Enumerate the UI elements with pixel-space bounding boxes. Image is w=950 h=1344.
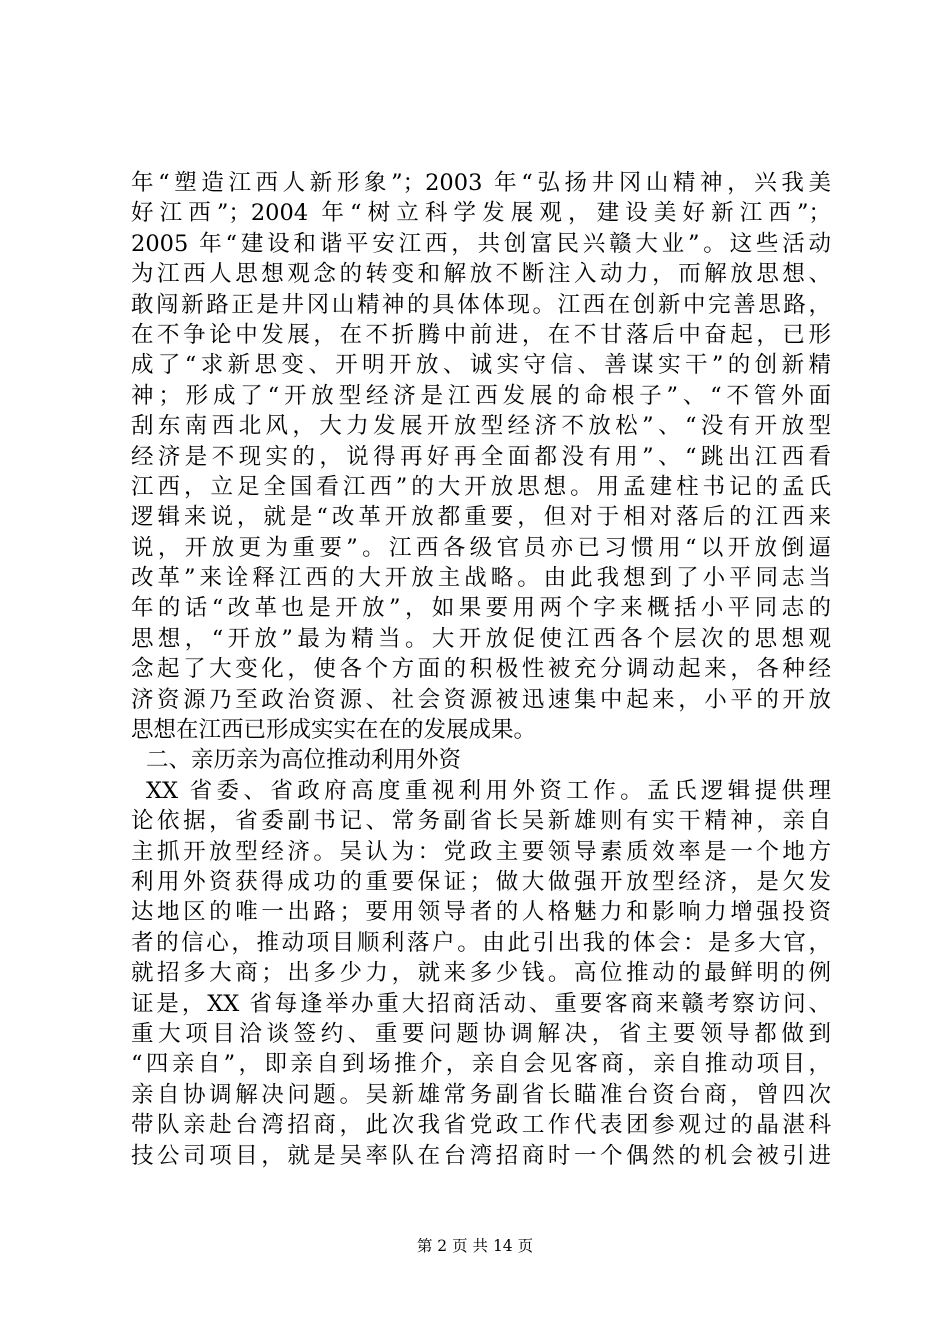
text-line: 江西，立足全国看江西”的大开放思想。用孟建柱书记的孟氏 (131, 473, 831, 500)
text-line: 念起了大变化，使各个方面的积极性被充分调动起来，各种经 (131, 656, 831, 683)
text-line: 思想，“开放”最为精当。大开放促使江西各个层次的思想观 (131, 625, 831, 652)
text-line: 敢闯新路正是井冈山精神的具体体现。江西在创新中完善思路， (131, 291, 831, 318)
text-line: 改革”来诠释江西的大开放主战略。由此我想到了小平同志当 (131, 565, 831, 592)
text-line: 经济是不现实的，说得再好再全面都没有用”、“跳出江西看 (131, 443, 831, 470)
text-line: 2005 年“建设和谐平安江西，共创富民兴赣大业”。这些活动 (131, 230, 831, 257)
text-line: 济资源乃至政治资源、社会资源被迅速集中起来，小平的开放 (131, 686, 831, 713)
text-line: 者的信心，推动项目顺利落户。由此引出我的体会：是多大官， (131, 929, 831, 956)
text-line: 主抓开放型经济。吴认为：党政主要领导素质效率是一个地方 (131, 838, 831, 865)
body-text (131, 168, 831, 1171)
text-line: 证是，XX 省每逢举办重大招商活动、重要客商来赣考察访问、 (131, 990, 831, 1017)
text-line: 为江西人思想观念的转变和解放不断注入动力，而解放思想、 (131, 261, 831, 288)
text-line: 亲自协调解决问题。吴新雄常务副省长瞄准台资台商，曾四次 (131, 1081, 831, 1108)
text-line: 好江西”；2004 年“树立科学发展观，建设美好新江西”； (131, 200, 831, 227)
text-line: 论依据，省委副书记、常务副省长吴新雄则有实干精神，亲自 (131, 808, 831, 835)
paragraph-start-line: XX 省委、省政府高度重视利用外资工作。孟氏逻辑提供理 (146, 777, 831, 804)
text-line: 成了“求新思变、开明开放、诚实守信、善谋实干”的创新精 (131, 352, 831, 379)
text-line: 年“塑造江西人新形象”；2003 年“弘扬井冈山精神，兴我美 (131, 170, 831, 196)
text-line: 就招多大商；出多少力，就来多少钱。高位推动的最鲜明的例 (131, 960, 831, 987)
text-line: 达地区的唯一出路；要用领导者的人格魅力和影响力增强投资 (131, 899, 831, 926)
text-line: 神；形成了“开放型经济是江西发展的命根子”、“不管外面 (131, 382, 831, 409)
page-number-footer: 第 2 页 共 14 页 (416, 1237, 534, 1255)
text-line: 带队亲赴台湾招商，此次我省党政工作代表团参观过的晶湛科 (131, 1112, 831, 1139)
text-line: 利用外资获得成功的重要保证；做大做强开放型经济，是欠发 (131, 868, 831, 895)
section-heading: 二、亲历亲为高位推动利用外资 (146, 747, 462, 774)
text-line: 年的话“改革也是开放”，如果要用两个字来概括小平同志的 (131, 595, 831, 622)
text-line: 在不争论中发展，在不折腾中前进，在不甘落后中奋起，已形 (131, 321, 831, 348)
text-line: “四亲自”，即亲自到场推介，亲自会见客商，亲自推动项目， (131, 1051, 831, 1078)
text-line: 刮东南西北风，大力发展开放型经济不放松”、“没有开放型 (131, 413, 831, 440)
text-line: 说，开放更为重要”。江西各级官员亦已习惯用“以开放倒逼 (131, 534, 831, 561)
text-line: 逻辑来说，就是“改革开放都重要，但对于相对落后的江西来 (131, 504, 831, 531)
text-line: 技公司项目，就是吴率队在台湾招商时一个偶然的机会被引进 (131, 1142, 831, 1169)
text-line: 重大项目洽谈签约、重要问题协调解决，省主要领导都做到 (131, 1020, 831, 1047)
paragraph-end-line: 思想在江西已形成实实在在的发展成果。 (131, 717, 537, 744)
